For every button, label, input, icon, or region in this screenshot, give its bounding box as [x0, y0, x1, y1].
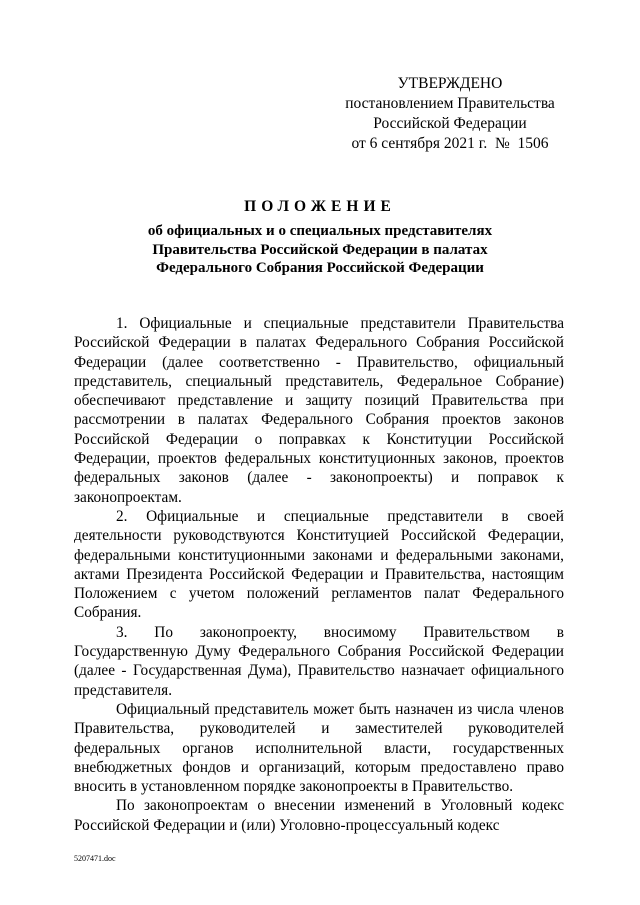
subtitle-line: Правительства Российской Федерации в палатах [152, 241, 488, 258]
approval-block [330, 74, 570, 154]
paragraph: 3. По законопроекту, вносимому Правительством в Государственную Думу Федерального Собрания Российской Федерации (далее - Государственная Дума), Правительство назначает официального представителя. [74, 623, 564, 699]
paragraph: 2. Официальные и специальные представители в своей деятельности руководствуются Конституцией Российской Федерации, федеральными конституционными законами и федеральными законами, актами Президента Российской Федерации и Правительства, настоящим Положением с учетом положений регламентов палат Федерального Собрания. [74, 507, 564, 622]
approval-line: Российской Федерации [373, 115, 527, 132]
paragraph: По законопроектам о внесении изменений в Уголовный кодекс Российской Федерации и (или) Уголовно-процессуальный кодекс [74, 797, 564, 834]
subtitle-line: Федерального Собрания Российской Федерации [156, 260, 484, 276]
paragraph: 1. Официальные и специальные представители Правительства Российской Федерации в палатах Федерального Собрания Российской Федерации (далее соответственно - Правительство, официальный представитель, специальный представитель, Федеральное Собрание) обеспечивают представление и защиту позиций Правительства при рассмотрении в палатах Федерального Собрания проектов законов Российской Федерации о поправках к Конституции Российской Федерации, проектов федеральных конституционных законов, проектов федеральных законов (далее - законопроекты) и поправок к законопроектам. [74, 315, 564, 506]
subtitle-line: об официальных и о специальных представителях [147, 223, 493, 239]
file-name-footer: 5207471.doc [74, 854, 116, 863]
document-body [74, 314, 564, 835]
document-title: ПОЛОЖЕНИЕ [244, 198, 396, 215]
paragraph: Официальный представитель может быть назначен из числа членов Правительства, руководителей и заместителей руководителей федеральных органов исполнительной власти, государственных внебюджетных фондов и организаций, которым предоставлено право вносить в установленном порядке законопроекты в Правительство. [74, 700, 564, 796]
document-subtitle [0, 222, 640, 278]
approval-line: УТВЕРЖДЕНО [397, 75, 503, 92]
approval-line: от 6 сентября 2021 г. № 1506 [351, 135, 549, 152]
approval-line: постановлением Правительства [345, 95, 555, 112]
